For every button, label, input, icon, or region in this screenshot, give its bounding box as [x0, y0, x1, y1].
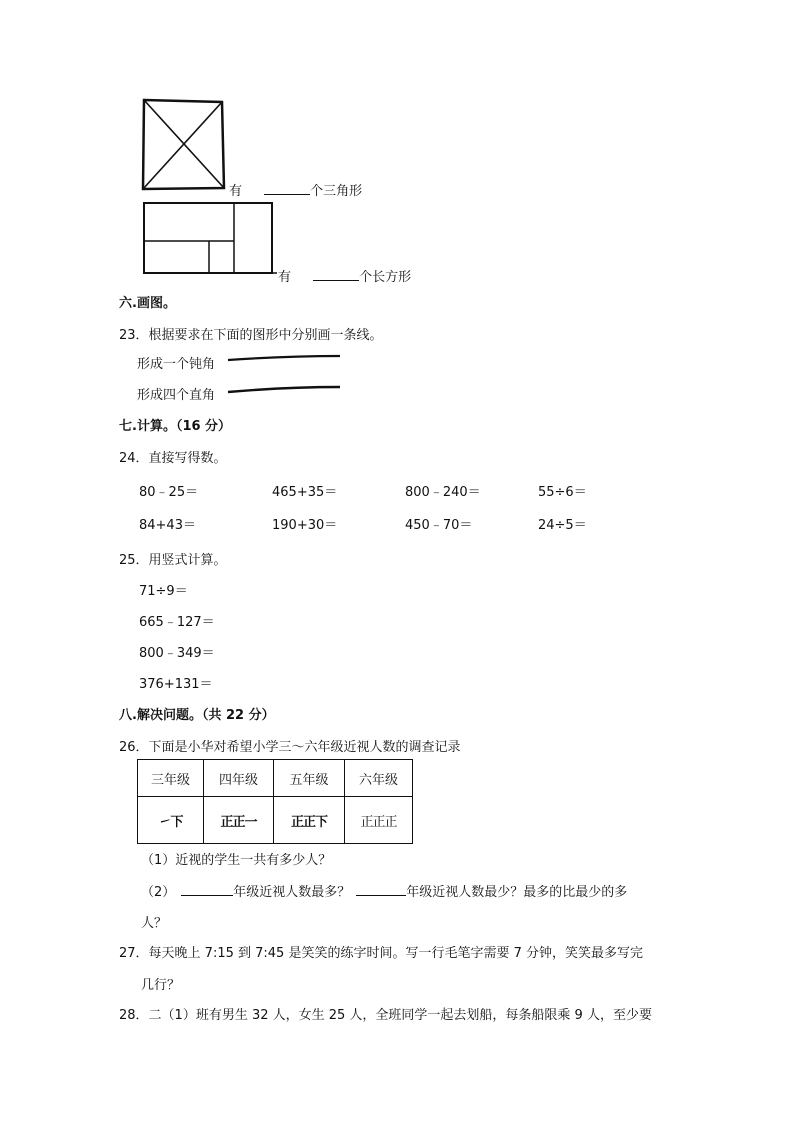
triangle-count-question: [229, 180, 362, 199]
mental-calc-item: 55÷6＝: [538, 485, 587, 500]
rectangle-label-pre: 有: [278, 270, 292, 285]
mental-calc-item: 84+43＝: [139, 518, 196, 533]
triangle-label-pre: 有: [229, 184, 243, 199]
question-28-line1: 28．二（1）班有男生 32 人，女生 25 人，全班同学一起去划船，每条船限乘 9 人，至少要: [119, 1008, 652, 1023]
least-grade-blank[interactable]: [356, 883, 406, 896]
question-25: 25．用竖式计算。: [119, 553, 227, 568]
question-27-line1: 27．每天晚上 7:15 到 7:45 是笑笑的练字时间。写一行毛笔字需要 7 分钟，笑笑最多写完: [119, 946, 643, 961]
vertical-calc-item: 800﹣349＝: [139, 646, 215, 661]
tally-cell: 正正下: [274, 797, 345, 844]
question-26: 26．下面是小华对希望小学三～六年级近视人数的调查记录: [119, 740, 461, 755]
rectangle-count-question: [278, 266, 411, 285]
table-header-cell: 五年级: [274, 760, 345, 797]
section-6-title: 六.画图。: [119, 296, 176, 311]
mental-calc-item: 80﹣25＝: [139, 485, 199, 500]
mental-calc-item: 24÷5＝: [538, 518, 587, 533]
rectangle-count-blank[interactable]: [313, 268, 359, 281]
square-with-diagonals-figure: [140, 98, 230, 193]
obtuse-angle-label: 形成一个钝角: [137, 357, 216, 372]
sub2-prefix: （2）: [141, 885, 176, 900]
question-26-sub2-end: 人？: [141, 916, 168, 931]
mental-calc-item: 190+30＝: [272, 518, 338, 533]
section-7-title: 七.计算。（16 分）: [119, 419, 232, 434]
vertical-calc-item: 71÷9＝: [139, 584, 188, 599]
triangle-label-post: 个三角形: [310, 184, 363, 199]
sub2-mid: 年级近视人数最多？: [233, 885, 351, 900]
sub2-tail: 年级近视人数最少？最多的比最少的多: [406, 885, 628, 900]
question-24: 24．直接写得数。: [119, 451, 227, 466]
vertical-calc-item: 665﹣127＝: [139, 615, 215, 630]
question-27-line2: 几行？: [141, 978, 181, 993]
question-23: 23．根据要求在下面的图形中分别画一条线。: [119, 328, 383, 343]
tally-cell: 正正正: [345, 797, 413, 844]
mental-calc-item: 450﹣70＝: [405, 518, 473, 533]
question-26-sub1: （1）近视的学生一共有多少人？: [141, 853, 332, 868]
question-26-sub2: [141, 881, 627, 900]
tally-cell: ㇀下: [138, 797, 204, 844]
myopia-survey-table: [137, 759, 413, 844]
tally-cell: 正正一: [204, 797, 274, 844]
line-segment-1: [226, 353, 346, 363]
vertical-calc-item: 376+131＝: [139, 677, 213, 692]
line-segment-2: [226, 384, 346, 394]
table-header-cell: 三年级: [138, 760, 204, 797]
triangle-count-blank[interactable]: [264, 182, 310, 195]
mental-calc-item: 800﹣240＝: [405, 485, 481, 500]
mental-calc-item: 465+35＝: [272, 485, 338, 500]
table-header-cell: 四年级: [204, 760, 274, 797]
right-angles-label: 形成四个直角: [137, 388, 216, 403]
most-grade-blank[interactable]: [181, 883, 233, 896]
divided-rectangle-figure: [143, 201, 283, 281]
rectangle-label-post: 个长方形: [359, 270, 412, 285]
table-header-cell: 六年级: [345, 760, 413, 797]
section-8-title: 八.解决问题。（共 22 分）: [119, 708, 275, 723]
